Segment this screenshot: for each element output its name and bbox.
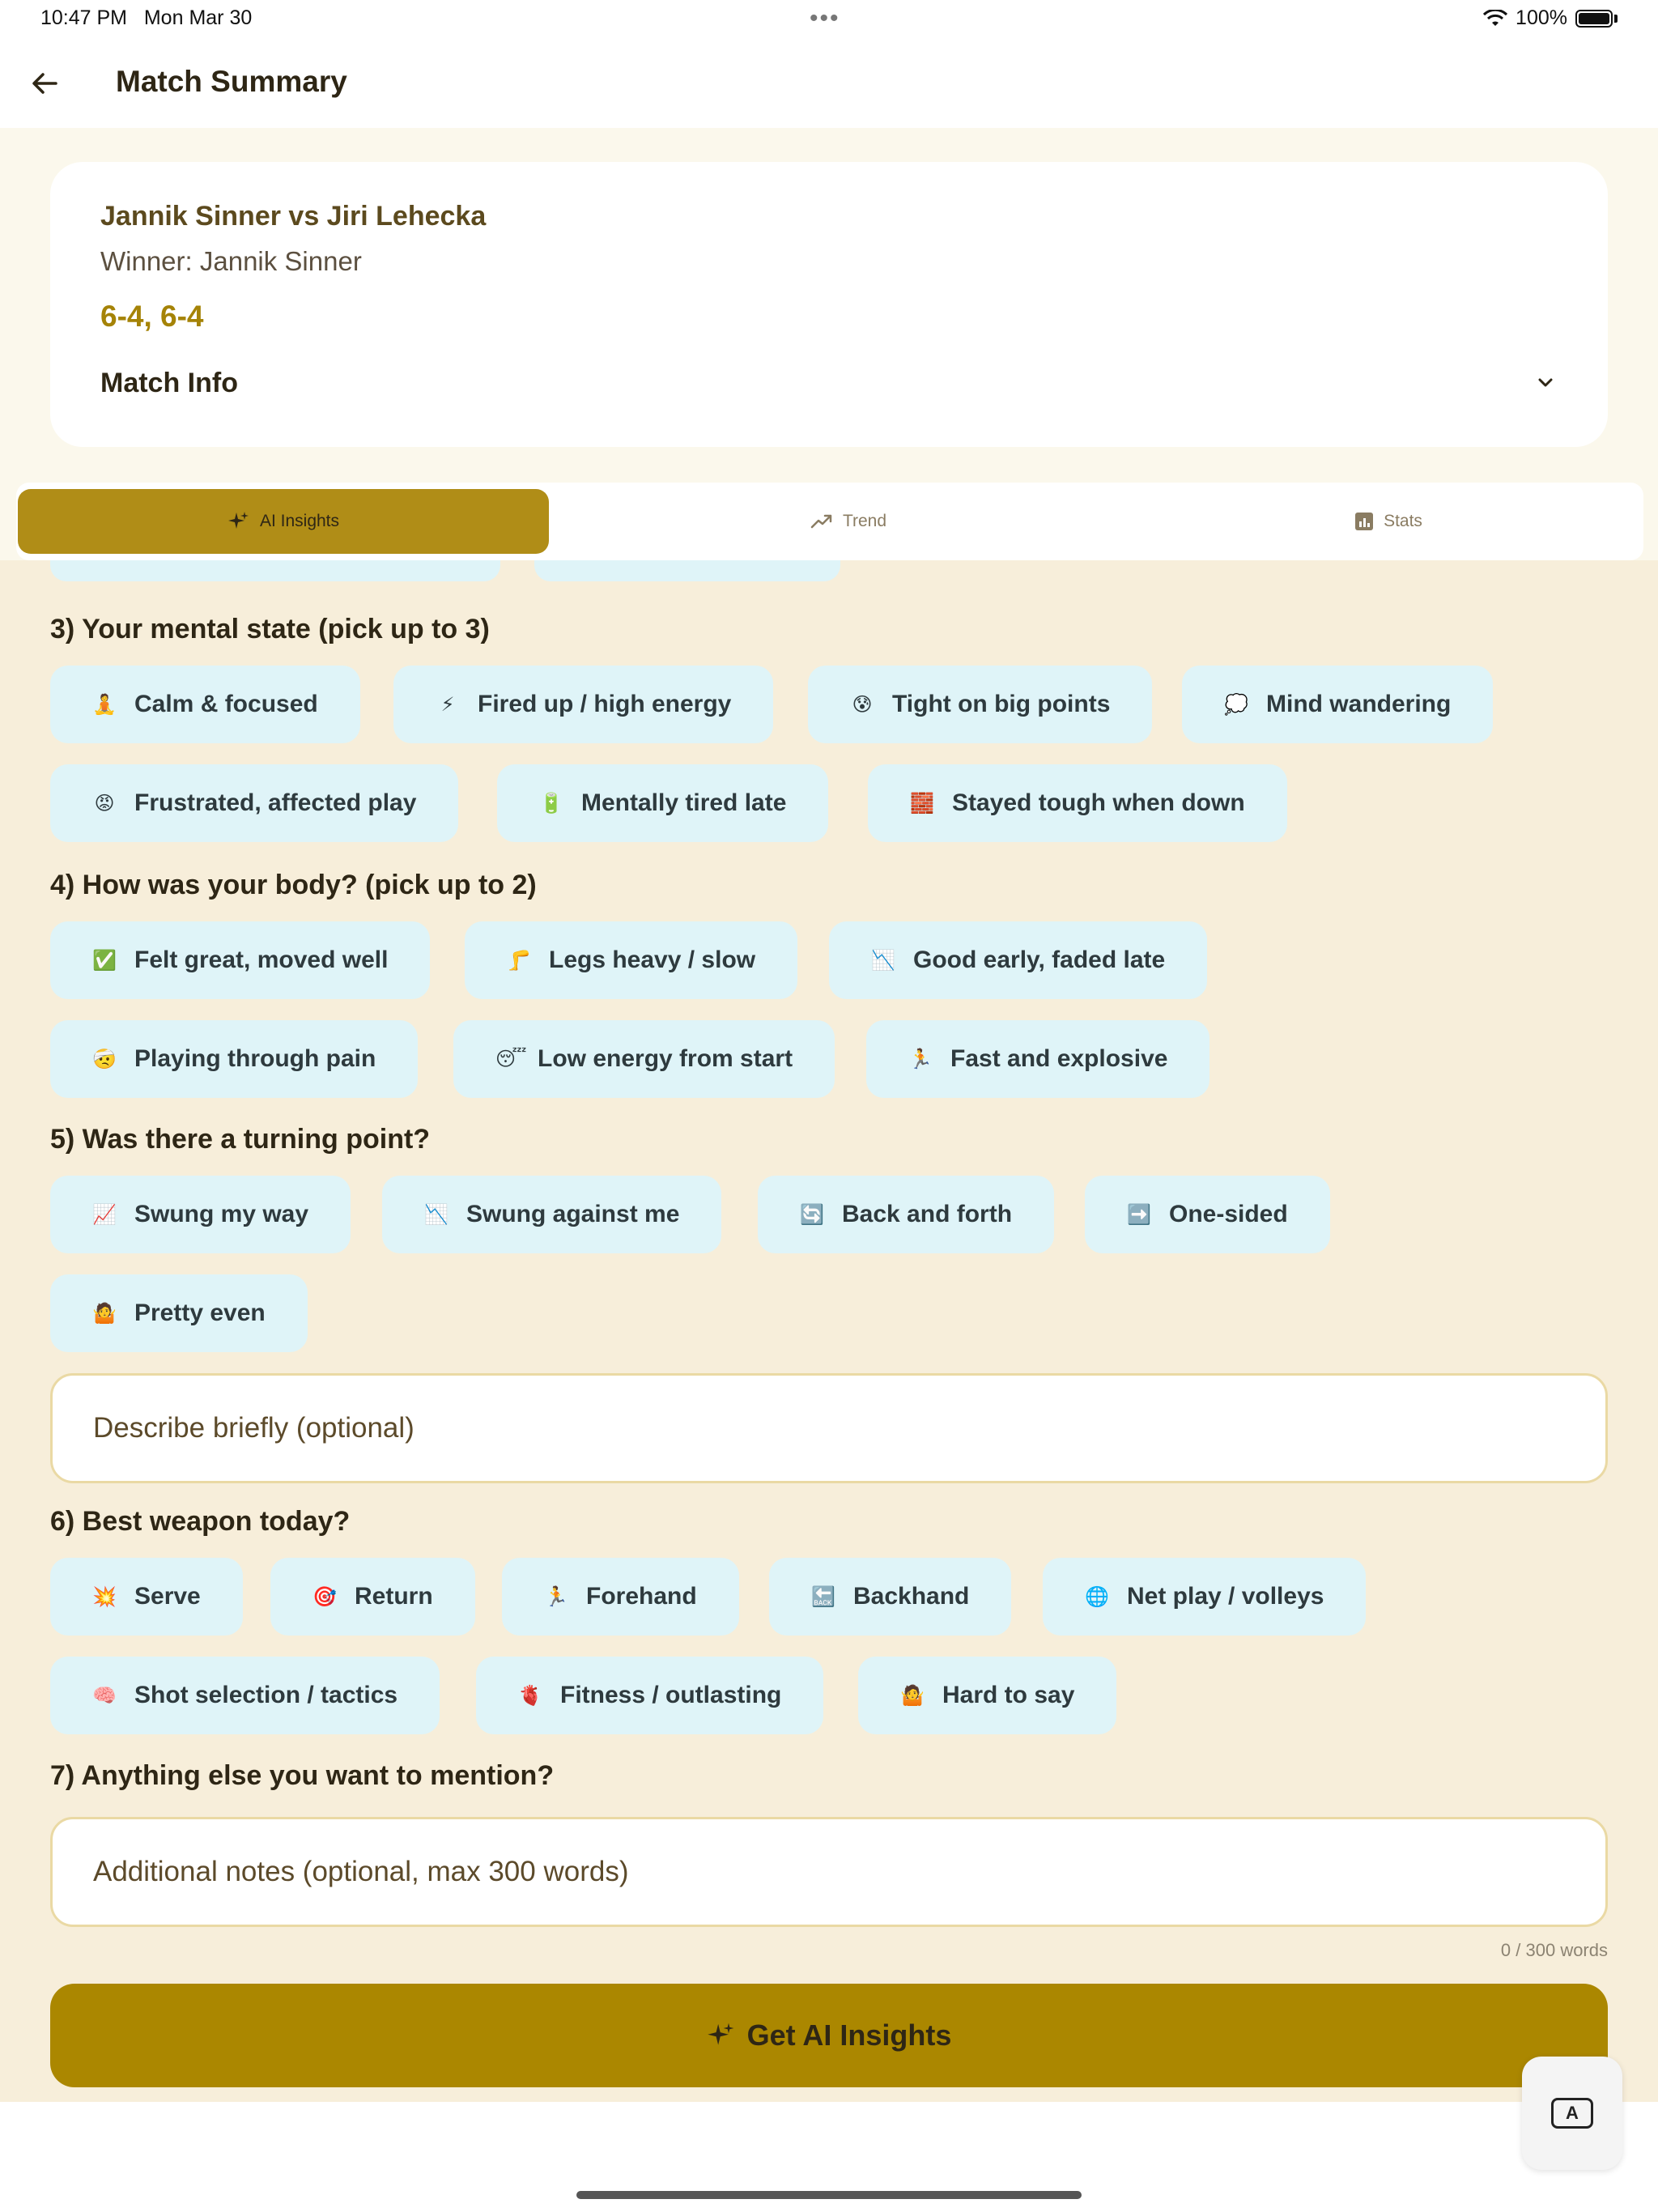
multitasking-dots-icon[interactable]: ••• — [810, 5, 840, 32]
match-winner: Winner: Jannik Sinner — [100, 246, 362, 276]
option-chip[interactable]: 🧠 Shot selection / tactics — [50, 1657, 440, 1734]
question-6-title: 6) Best weapon today? — [50, 1506, 351, 1537]
check-icon: ✅ — [92, 949, 117, 972]
hurt-face-icon: 🤕 — [92, 1048, 117, 1070]
brain-icon: 🧠 — [92, 1684, 117, 1707]
option-chip[interactable]: 😰 Tight on big points — [808, 666, 1152, 743]
describe-input[interactable] — [93, 1376, 1550, 1481]
runner-icon: 🏃 — [908, 1048, 933, 1070]
tab-stats[interactable] — [1133, 489, 1643, 554]
anxious-face-icon: 😰 — [852, 693, 873, 716]
describe-field[interactable] — [50, 1373, 1608, 1483]
brick-icon: 🧱 — [910, 792, 934, 815]
arrow-right-icon: ➡️ — [1127, 1203, 1151, 1226]
tab-bar — [16, 483, 1643, 560]
stats-icon — [1354, 512, 1374, 531]
chart-up-icon: 📈 — [92, 1203, 117, 1226]
chart-down-icon: 📉 — [424, 1203, 449, 1226]
option-chip[interactable]: 🏃 Forehand — [502, 1558, 739, 1636]
keyboard-toggle-button[interactable] — [1522, 2057, 1622, 2170]
battery-percent: 100% — [1516, 6, 1567, 29]
wifi-icon — [1483, 10, 1507, 28]
option-chip[interactable]: 🧱 Stayed tough when down — [868, 764, 1287, 842]
status-time: 10:47 PM Mon Mar 30 — [40, 6, 253, 29]
tab-ai-insights[interactable] — [18, 489, 549, 554]
tab-label: Stats — [1384, 512, 1422, 530]
question-3-title: 3) Your mental state (pick up to 3) — [50, 614, 490, 644]
option-chip[interactable]: 🤕 Playing through pain — [50, 1020, 418, 1098]
option-chip[interactable]: 📈 Swung my way — [50, 1176, 351, 1253]
angry-face-icon: 😡 — [94, 792, 115, 815]
option-chip[interactable]: 💥 Serve — [50, 1558, 243, 1636]
shrug-icon: 🤷 — [900, 1684, 925, 1707]
runner-icon: 🏃 — [544, 1585, 568, 1608]
option-chip[interactable]: 🦵 Legs heavy / slow — [465, 921, 797, 999]
battery-low-icon: 🔋 — [539, 792, 563, 815]
match-title: Jannik Sinner vs Jiri Lehecka — [100, 201, 487, 232]
option-chip[interactable]: 🔙 Backhand — [769, 1558, 1011, 1636]
insights-form[interactable] — [0, 560, 1658, 2102]
option-chip[interactable]: ⚡ Fired up / high energy — [393, 666, 773, 743]
back-button[interactable] — [24, 63, 65, 104]
lightning-icon: ⚡ — [440, 693, 455, 716]
notes-input[interactable] — [93, 1819, 1550, 1925]
question-5-title: 5) Was there a turning point? — [50, 1124, 431, 1155]
cycle-icon: 🔄 — [800, 1203, 824, 1226]
option-chip[interactable]: 🏃 Fast and explosive — [866, 1020, 1209, 1098]
page-title: Match Summary — [116, 65, 347, 98]
option-chip[interactable]: 🤷 Pretty even — [50, 1274, 308, 1352]
option-chip[interactable]: 😡 Frustrated, affected play — [50, 764, 458, 842]
match-info-toggle[interactable]: Match Info — [100, 368, 238, 398]
heart-icon: 🫀 — [518, 1684, 542, 1707]
battery-icon — [1575, 10, 1613, 28]
sleepy-face-icon: 😴 — [495, 1048, 527, 1070]
tab-label: AI Insights — [259, 512, 340, 530]
shrug-icon: 🤷 — [92, 1302, 117, 1325]
sparkle-icon — [227, 510, 250, 533]
home-indicator[interactable] — [576, 2191, 1082, 2199]
option-chip[interactable]: 🧘 Calm & focused — [50, 666, 360, 743]
arrow-left-icon — [30, 69, 59, 98]
fade-icon: 📉 — [871, 949, 895, 972]
option-chip[interactable]: ➡️ One-sided — [1085, 1176, 1330, 1253]
cta-label: Get AI Insights — [746, 2018, 952, 2052]
option-chip[interactable]: 📉 Good early, faded late — [829, 921, 1207, 999]
option-chip[interactable]: 🌐 Net play / volleys — [1043, 1558, 1366, 1636]
option-chip-partial[interactable] — [534, 560, 840, 581]
trend-icon — [810, 513, 833, 530]
option-chip[interactable]: 📉 Swung against me — [382, 1176, 721, 1253]
tab-trend[interactable] — [583, 489, 1114, 554]
keyboard-icon: A — [1551, 2098, 1593, 2129]
sparkle-icon — [707, 2021, 736, 2050]
leg-icon: 🦵 — [507, 949, 531, 972]
word-count: 0 / 300 words — [1500, 1940, 1608, 1960]
status-right — [1483, 6, 1618, 30]
option-chip[interactable]: 🔄 Back and forth — [758, 1176, 1054, 1253]
tab-label: Trend — [842, 512, 887, 530]
option-chip-partial[interactable] — [50, 560, 500, 581]
chevron-down-icon[interactable] — [1533, 371, 1558, 395]
status-bar — [0, 0, 1658, 39]
option-chip[interactable]: 🤷 Hard to say — [858, 1657, 1116, 1734]
nav-bar — [0, 39, 1658, 128]
match-score: 6-4, 6-4 — [100, 300, 204, 333]
notes-field[interactable] — [50, 1817, 1608, 1927]
option-chip[interactable]: 🎯 Return — [270, 1558, 475, 1636]
thought-bubble-icon: 💭 — [1224, 693, 1248, 716]
back-arrow-icon: 🔙 — [811, 1585, 835, 1608]
collision-icon: 💥 — [92, 1585, 117, 1608]
option-chip[interactable]: 😴 Low energy from start — [453, 1020, 835, 1098]
target-icon: 🎯 — [312, 1585, 337, 1608]
option-chip[interactable]: 🔋 Mentally tired late — [497, 764, 828, 842]
option-chip[interactable]: ✅ Felt great, moved well — [50, 921, 430, 999]
get-ai-insights-button[interactable] — [50, 1984, 1608, 2087]
option-chip[interactable]: 🫀 Fitness / outlasting — [476, 1657, 823, 1734]
option-chip[interactable]: 💭 Mind wandering — [1182, 666, 1493, 743]
match-summary-card — [50, 162, 1608, 447]
question-4-title: 4) How was your body? (pick up to 2) — [50, 870, 537, 900]
globe-icon: 🌐 — [1085, 1585, 1109, 1608]
question-7-title: 7) Anything else you want to mention? — [50, 1760, 555, 1791]
meditation-icon: 🧘 — [92, 693, 117, 716]
